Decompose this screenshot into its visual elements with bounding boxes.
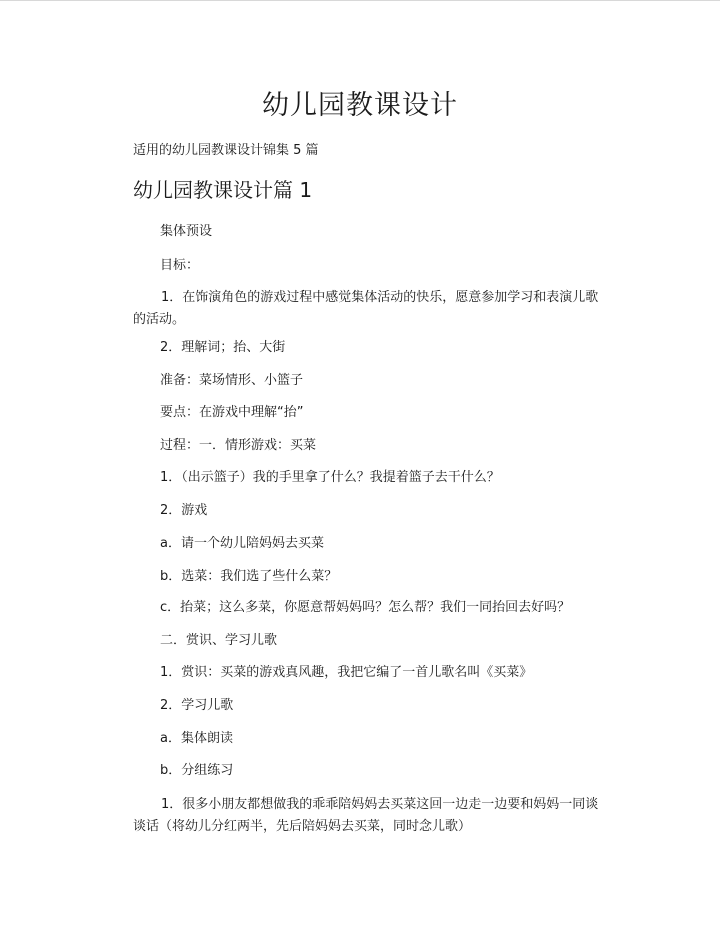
page-top-border (0, 0, 720, 1)
text-line: a．请一个幼儿陪妈妈去买菜 (160, 536, 324, 551)
text-line: a．集体朗读 (160, 731, 233, 746)
text-line: 2．学习儿歌 (160, 698, 234, 713)
document-title: 幼儿园教课设计 (262, 90, 458, 121)
text-line: 要点：在游戏中理解“抬” (160, 405, 304, 420)
text-line: b．选菜：我们选了些什么菜？ (160, 569, 338, 584)
paragraph: 1．很多小朋友都想做我的乖乖陪妈妈去买菜这回一边走一边要和妈妈一同谈谈话（将幼儿分红两半，先后陪妈妈去买菜，同时念儿歌） (133, 797, 599, 834)
text-line: 2．理解词；抬、大街 (160, 340, 286, 355)
paragraph: 1．在饰演角色的游戏过程中感觉集体活动的快乐，愿意参加学习和表演儿歌的活动。 (133, 290, 599, 327)
text-line: 1．赏识：买菜的游戏真风趣，我把它编了一首儿歌名叫《买菜》 (160, 665, 533, 680)
text-line: 1．（出示篮子）我的手里拿了什么？我提着篮子去干什么？ (160, 470, 500, 485)
text-line: 过程：一．情形游戏：买菜 (160, 438, 317, 453)
text-line: 二．赏识、学习儿歌 (160, 633, 278, 648)
text-line: 集体预设 (160, 224, 213, 239)
section-heading: 幼儿园教课设计篇 1 (133, 178, 313, 202)
text-line: 目标： (160, 258, 200, 273)
text-line: b．分组练习 (160, 763, 234, 778)
document-subtitle: 适用的幼儿园教课设计锦集 5 篇 (133, 143, 319, 158)
text-line: 准备：菜场情形、小篮子 (160, 373, 304, 388)
text-line: c．抬菜；这么多菜，你愿意帮妈妈吗？怎么帮？我们一同抬回去好吗？ (160, 600, 571, 615)
text-line: 2．游戏 (160, 503, 208, 518)
